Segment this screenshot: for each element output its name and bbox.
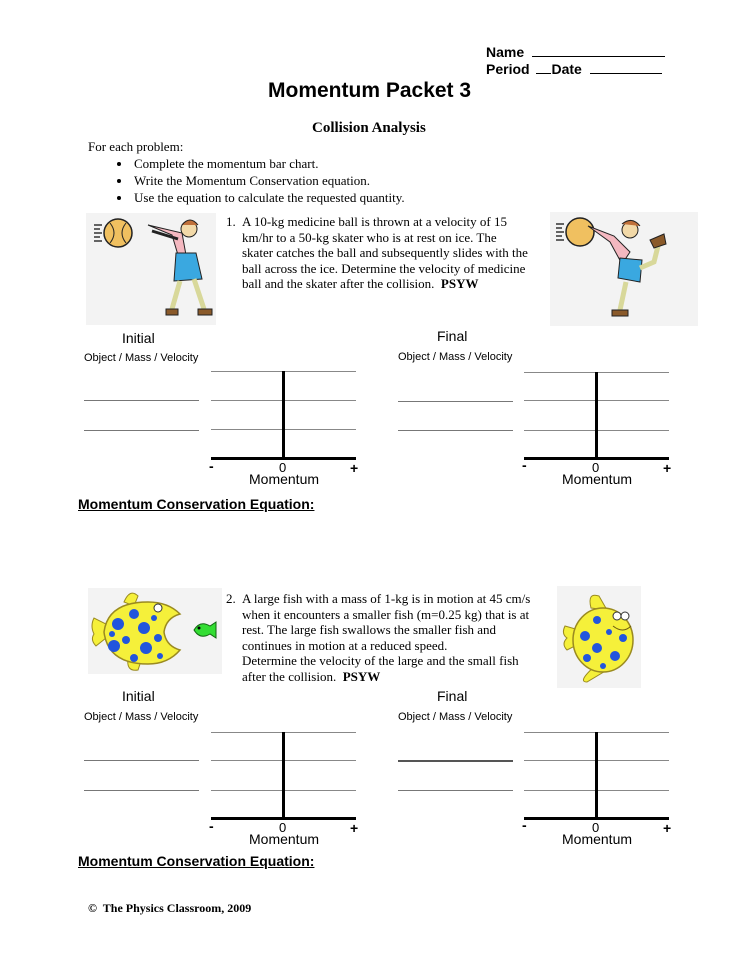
axis-minus: - [522,817,527,833]
problem-line: A 10-kg medicine ball is thrown at a velocity of 15 [242,214,507,229]
large-fish-and-small-fish-image [88,588,222,674]
axis-plus: + [663,460,672,476]
answer-line[interactable] [84,790,199,791]
skater-catching-ball-icon [550,212,698,326]
axis-label-momentum: Momentum [562,831,633,847]
problem-number: 1. [226,214,236,229]
axis-zero: 0 [592,460,600,475]
answer-line[interactable] [84,760,199,761]
skater-throwing-ball-image [86,213,216,325]
answer-line[interactable] [84,400,199,401]
initial-label: Initial [122,688,155,704]
large-fish-after-image [557,586,641,688]
object-mass-velocity-label: Object / Mass / Velocity [84,711,199,723]
date-blank[interactable] [590,61,662,74]
axis-zero: 0 [592,820,600,835]
answer-line[interactable] [398,790,513,791]
name-label: Name [486,44,525,60]
final-label: Final [437,328,468,344]
problem-line: when it encounters a smaller fish (m=0.25 kg) that is at [242,606,530,622]
axis-plus: + [663,820,672,836]
skater-throwing-ball-icon [86,213,216,325]
problem-line: skater catches the ball and subsequently slides with the [242,245,528,260]
name-blank[interactable] [532,44,665,57]
equation-answer-area[interactable] [78,872,678,892]
page-title: Momentum Packet 3 [268,79,472,102]
zero-axis [282,732,285,820]
axis-minus: - [209,458,214,474]
instruction-item: • Use the equation to calculate the requested quantity. [132,189,508,206]
instruction-item: • Complete the momentum bar chart. [132,155,508,172]
axis-zero: 0 [279,460,287,475]
axis-minus: - [209,818,214,834]
axis-minus: - [522,457,527,473]
final-label: Final [437,688,468,704]
period-date-field[interactable] [486,61,662,78]
problem-line: after the collision. [242,668,337,684]
object-mass-velocity-label: Object / Mass / Velocity [398,351,513,363]
object-mass-velocity-label: Object / Mass / Velocity [398,711,513,723]
instructions-intro: For each problem: [88,139,184,154]
momentum-bar-chart-initial[interactable] [211,371,356,461]
zero-axis [282,371,285,460]
instructions-list [88,155,508,206]
equation-answer-area[interactable] [78,516,678,576]
problem-line: rest. The large fish swallows the smaller fish and [242,622,497,637]
zero-axis [595,732,598,820]
footer-copyright [88,901,251,916]
problem-2-text [226,591,556,686]
answer-line[interactable] [398,430,513,431]
period-label: Period [486,61,530,77]
date-label: Date [551,61,582,77]
psyw-label: PSYW [440,276,479,291]
problem-line: ball across the ice. Determine the velocity of medicine [242,260,526,276]
zero-axis [595,372,598,460]
answer-line[interactable] [398,760,513,762]
momentum-bar-chart-final[interactable] [524,732,669,822]
problem-line: Determine the velocity of the large and the small fish [242,653,519,668]
momentum-bar-chart-initial[interactable] [211,732,356,822]
problem-line: continues in motion at a reduced speed. [242,637,448,653]
axis-zero: 0 [279,820,287,835]
answer-line[interactable] [398,401,513,402]
section-subtitle: Collision Analysis [312,120,426,136]
instructions [88,138,508,206]
footer-text: The Physics Classroom, 2009 [102,901,252,915]
object-mass-velocity-label: Object / Mass / Velocity [84,352,199,364]
momentum-bar-chart-final[interactable] [524,372,669,462]
copyright-icon: © [88,901,97,915]
problem-number: 2. [226,591,236,606]
axis-label-momentum: Momentum [562,471,633,487]
axis-label-momentum: Momentum [249,471,320,487]
skater-catching-ball-image [550,212,698,326]
name-field[interactable] [486,44,665,61]
axis-plus: + [350,460,359,476]
instruction-item: • Write the Momentum Conservation equation. [132,172,508,189]
initial-label: Initial [122,330,155,346]
period-blank[interactable] [536,61,551,74]
momentum-conservation-equation-label: Momentum Conservation Equation: [78,496,315,512]
problem-line: ball and the skater after the collision. [242,276,435,291]
fish-approaching-icon [88,588,222,674]
psyw-label: PSYW [342,668,381,684]
problem-line: A large fish with a mass of 1-kg is in motion at 45 cm/s [242,591,531,606]
problem-1-text [226,214,556,294]
problem-line: km/hr to a 50-kg skater who is at rest on ice. The [242,229,497,245]
momentum-conservation-equation-label: Momentum Conservation Equation: [78,853,315,869]
answer-line[interactable] [84,430,199,431]
axis-plus: + [350,820,359,836]
axis-label-momentum: Momentum [249,831,320,847]
large-fish-swallowed-icon [557,586,641,688]
